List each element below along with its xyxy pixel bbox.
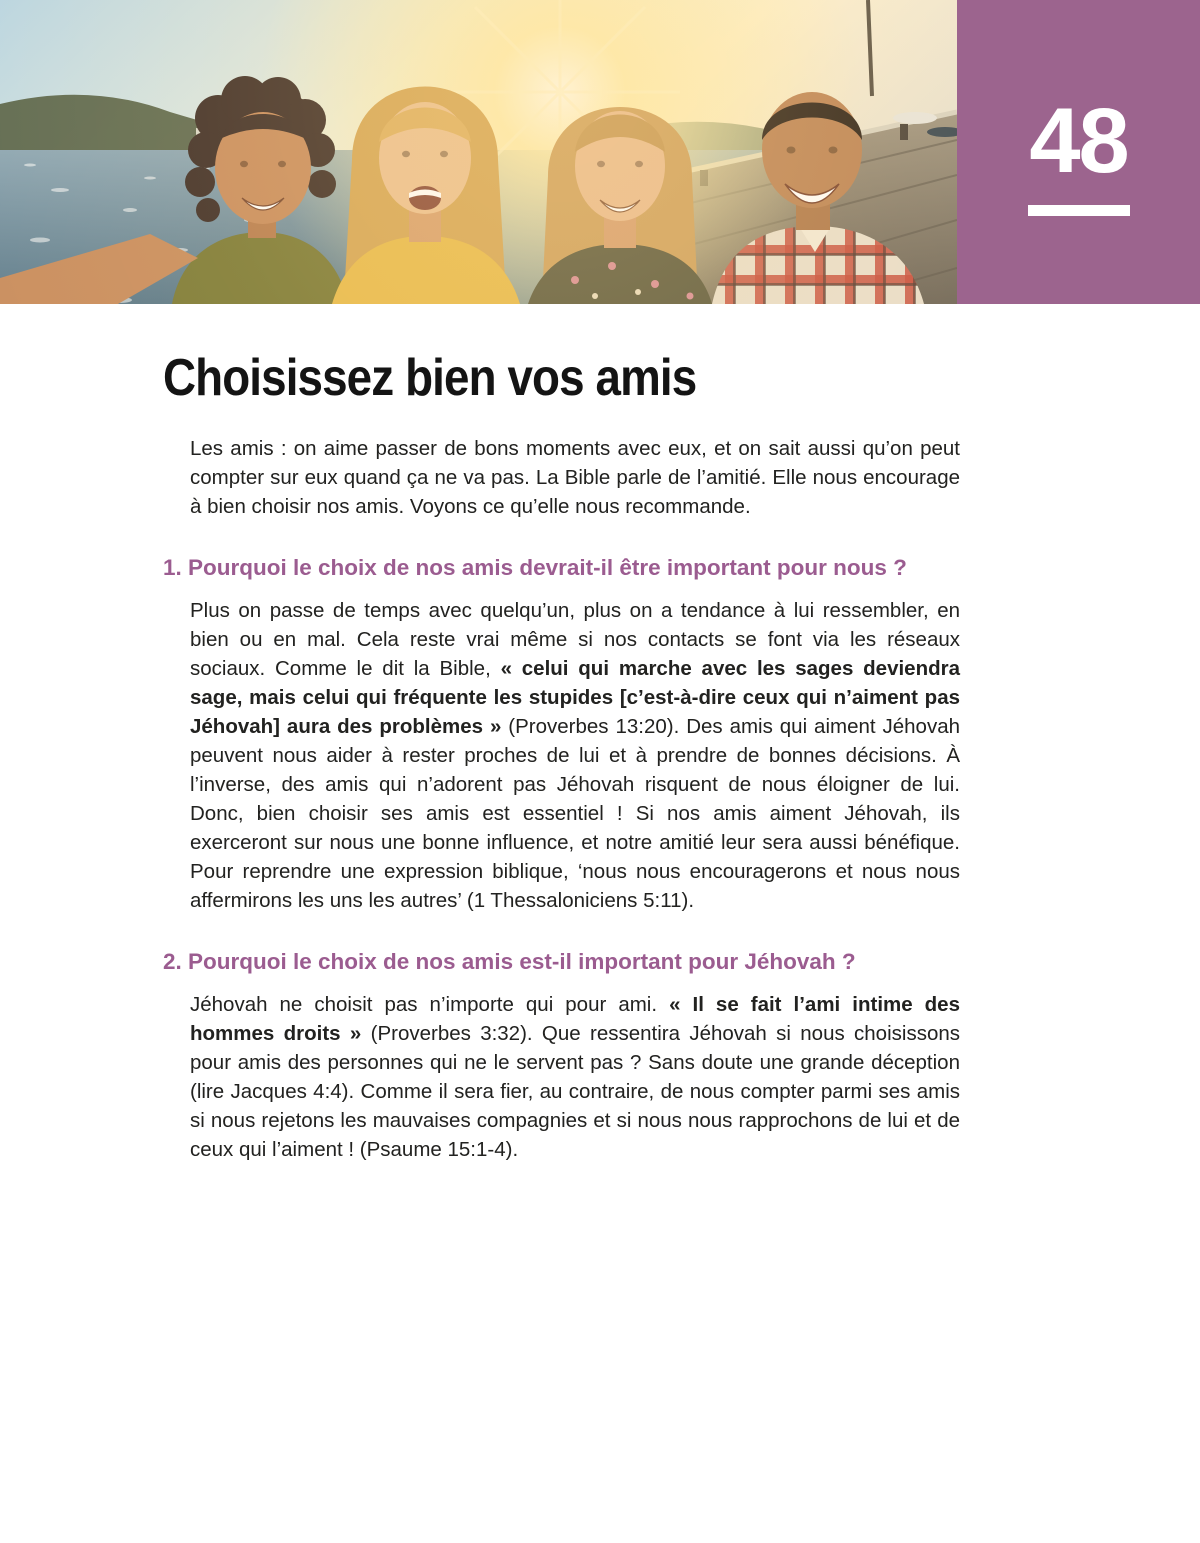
scripture-quote: « Il se fait l’ami intime des hommes droits »: [190, 992, 960, 1045]
header-photo: [0, 0, 957, 304]
text-run: Jéhovah ne choisit pas n’importe qui pour ami.: [190, 992, 670, 1016]
question-2-heading: 2. Pourquoi le choix de nos amis est-il important pour Jéhovah ?: [163, 948, 856, 974]
text-run: (Proverbes 3:32). Que ressentira Jéhovah si nous choisissons pour amis des personnes qui ne le servent pas ? Sans doute une grande déception (lire Jacques 4:4). Comme il sera fier, au contraire, de nous compter parmi ses amis si nous rejetons les mauvaises compagnies et si nous nous rapprochons de lui et de ceux qui l’aiment ! (Psaume 15:1-4).: [190, 1021, 960, 1161]
text-run: (Proverbes 13:20). Des amis qui aiment Jéhovah peuvent nous aider à rester proches de lui et à prendre de bonnes décisions. À l’inverse, des amis qui n’adorent pas Jéhovah risquent de nous éloigner de lui. Donc, bien choisir ses amis est essentiel ! Si nos amis aiment Jéhovah, ils exerceront sur nous une bonne influence, et notre amitié leur sera aussi bénéfique. Pour reprendre une expression biblique, ‘nous nous encouragerons et nous nous affermirons les uns les autres’ (1 Thessaloniciens 5:11).: [190, 714, 960, 912]
intro-paragraph: Les amis : on aime passer de bons moments avec eux, et on sait aussi qu’on peut compter sur eux quand ça ne va pas. La Bible parle de l’amitié. Elle nous encourage à bien choisir nos amis. Voyons ce qu’elle nous recommande.: [190, 436, 960, 518]
section-1: [163, 554, 960, 915]
page-header: [0, 0, 1200, 304]
paragraph-2: [190, 990, 960, 1164]
section-2: [163, 948, 960, 1164]
page-title: Choisissez bien vos amis: [163, 349, 697, 407]
lesson-number-badge: [957, 0, 1200, 304]
article: [163, 351, 960, 1164]
text-run: Plus on passe de temps avec quelqu’un, plus on a tendance à lui ressembler, en bien ou en mal. Cela reste vrai même si nos contacts se font via les réseaux sociaux. Comme le dit la Bible,: [190, 598, 960, 680]
scripture-quote: « celui qui marche avec les sages deviendra sage, mais celui qui fréquente les stupides [c’est-à-dire ceux qui n’aiment pas Jéhovah] aura des problèmes »: [190, 656, 960, 738]
friends-selfie-illustration: [0, 0, 957, 304]
paragraph-1: [190, 596, 960, 915]
sunlight-haze: [0, 0, 957, 304]
lesson-number-underline: [1028, 205, 1130, 216]
question-1-heading: 1. Pourquoi le choix de nos amis devrait-il être important pour nous ?: [163, 554, 907, 580]
lesson-number: 48: [1029, 89, 1128, 192]
